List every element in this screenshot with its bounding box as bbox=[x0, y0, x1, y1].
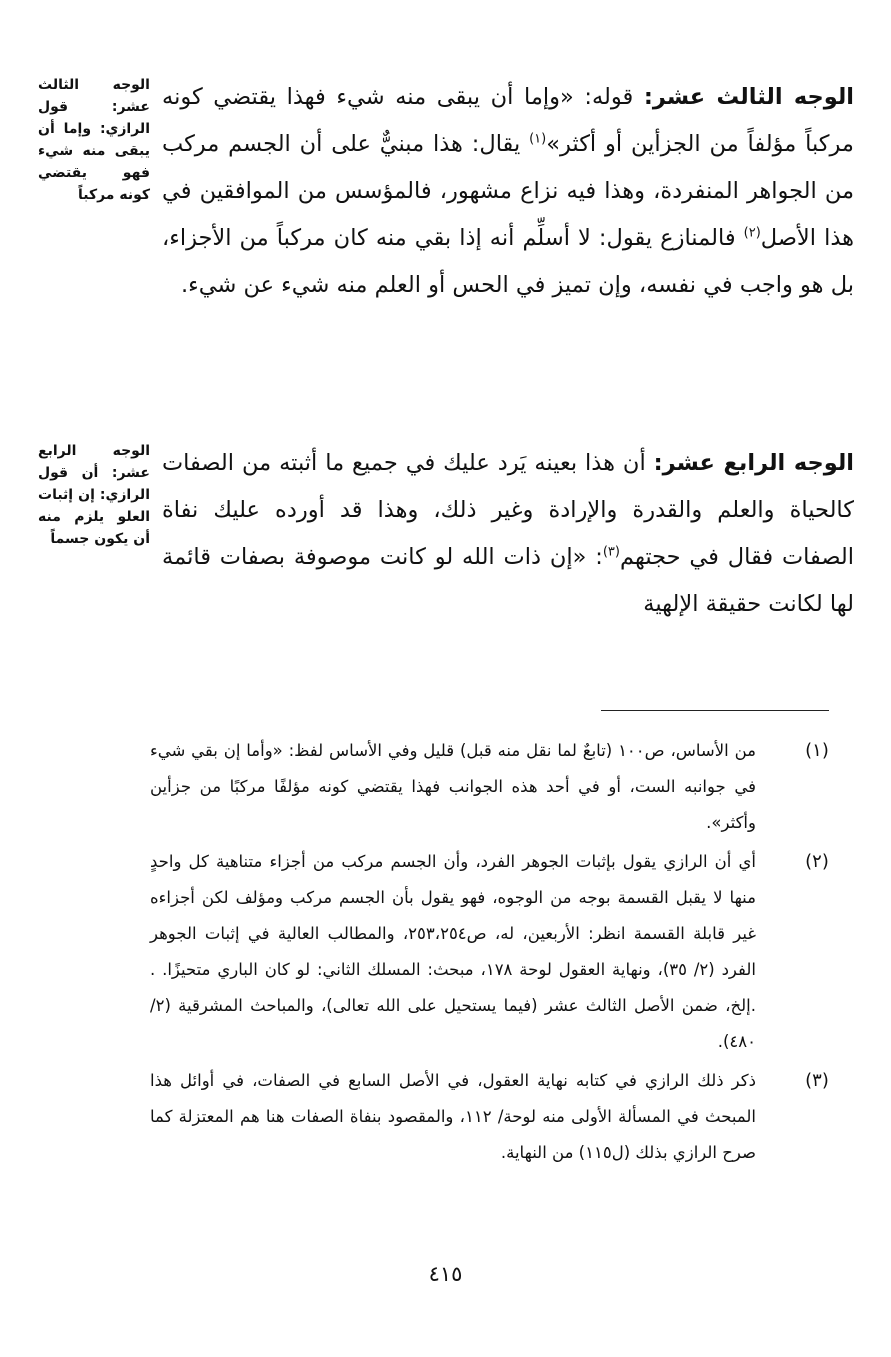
section-text: يقال: هذا مبنيٌّ على أن الجسم مركب من الجواهر المنفردة، وهذا فيه نزاع مشهور، فالمؤسس من الموافقين في هذا الأصل bbox=[162, 131, 854, 251]
section-text: فالمنازع يقول: لا أسلِّم أنه إذا بقي منه كان مركباً من الأجزاء، بل هو واجب في نفسه، وإن تميز في الحس أو العلم منه شيء عن شيء. bbox=[162, 225, 854, 298]
margin-note: الوجه الرابع عشر: أن قول الرازي: إن إثبات العلو يلزم منه أن يكون جسماً bbox=[38, 443, 150, 547]
footnote bbox=[150, 1063, 848, 1171]
footnote-ref: (٢) bbox=[743, 225, 761, 241]
section-heading: الوجه الثالث عشر: bbox=[643, 84, 854, 110]
footnote-divider bbox=[601, 710, 829, 711]
footnote-text: من الأساس، ص١٠٠ (تابعٌ لما نقل منه قبل) قليل وفي الأساس لفظ: «وأما إن بقي شيء في جوانبه الست، أو في أحد هذه الجوانب فهذا يقتضي كونه مؤلفًا مركبًا من جزأين وأكثر». bbox=[150, 741, 756, 832]
section-text: أن هذا بعينه يَرد عليك في جميع ما أثبته من الصفات كالحياة والعلم والقدرة والإرادة وغير ذلك، وهذا قد أورده عليك نفاة الصفات فقال في حجتهم bbox=[162, 450, 854, 570]
footnote-text: ذكر ذلك الرازي في كتابه نهاية العقول، في الأصل السابع في الصفات، في أوائل هذا المبحث في المسألة الأولى منه لوحة/ ١١٢، والمقصود بنفاة الصفات هنا هم المعتزلة كما صرح الرازي بذلك (ل١١٥) من النهاية. bbox=[150, 1071, 756, 1162]
section-14 bbox=[162, 440, 854, 640]
section-heading: الوجه الرابع عشر: bbox=[653, 450, 855, 476]
footnote-text: أي أن الرازي يقول بإثبات الجوهر الفرد، وأن الجسم مركب من أجزاء متناهية كل واحدٍ منها لا يقبل القسمة بوجه من الوجوه، فهو يقول بأن الجسم مركب ومؤلف لكن أجزاءه غير قابلة القسمة انظر: الأربعين، له، ص٢٥٣،٢٥٤، والمطالب العالية في إثبات الجوهر الفرد (٢/ ٣٥)، ونهاية العقول لوحة ١٧٨، مبحث: المسلك الثاني: لو كان الباري متحيزًا. . .إلخ، ضمن الأصل الثالث عشر (فيما يستحيل على الله تعالى)، والمباحث المشرقية (٢/ ٤٨٠). bbox=[150, 852, 756, 1051]
page-number: ٤١٥ bbox=[428, 1262, 463, 1286]
footnotes bbox=[150, 733, 848, 1174]
section-text: : «إن ذات الله لو كانت موصوفة بصفات قائمة لها لكانت حقيقة الإلهية bbox=[162, 544, 854, 617]
footnote bbox=[150, 733, 848, 841]
section-text: قوله: «وإما أن يبقى منه شيء فهذا يقتضي كونه مركباً مؤلفاً من الجزأين أو أكثر» bbox=[162, 84, 854, 157]
footnote-number: (٣) bbox=[805, 1070, 829, 1091]
footnote-number: (٢) bbox=[805, 851, 829, 872]
footnote-ref: (٣) bbox=[602, 544, 620, 560]
section-13 bbox=[162, 74, 854, 440]
footnote-ref: (١) bbox=[529, 131, 547, 147]
margin-note: الوجه الثالث عشر: قول الرازي: وإما أن يبقى منه شيء فهو يقتضي كونه مركباً bbox=[38, 77, 150, 203]
footnote-number: (١) bbox=[805, 740, 829, 761]
footnote bbox=[150, 844, 848, 1060]
main-text bbox=[162, 74, 854, 640]
